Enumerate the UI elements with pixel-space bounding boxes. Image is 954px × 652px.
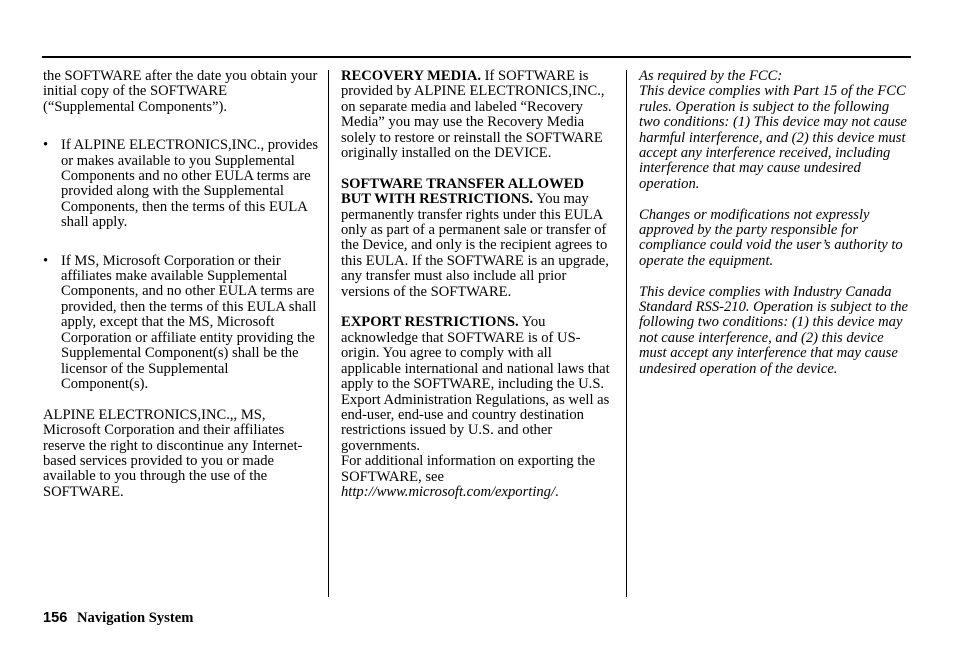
bullet-symbol: • xyxy=(43,137,49,154)
column-divider-right xyxy=(626,70,627,597)
export-body: You acknowledge that SOFTWARE is of US-origin. You agree to comply with all applicable international and national laws that apply to the SOFTWARE, including the U.S. Export Administration Regulations, as well as end-user, end-use and country destination restrictions issued by U.S. and other governments. xyxy=(341,314,610,454)
transfer-body: You may permanently transfer rights under this EULA only as part of a permanent sale or transfer of the Device, and only is the recipient agrees to this EULA. If the SOFTWARE is an upgrade, any transfer must also include all prior versions of the SOFTWARE. xyxy=(341,191,609,300)
column-divider-left xyxy=(328,70,329,597)
bullet-text: If ALPINE ELECTRONICS,INC., provides or makes available to you Supplemental Components and no other EULA terms are provided along with the Supplemental Components, then the terms of this EULA shall apply. xyxy=(61,137,318,231)
list-item xyxy=(43,254,319,393)
bullet-symbol: • xyxy=(43,252,49,269)
additional-info-end: . xyxy=(555,483,559,500)
recovery-media-paragraph xyxy=(341,69,615,161)
list-item xyxy=(43,138,319,230)
top-rule xyxy=(42,56,911,58)
recovery-heading: RECOVERY MEDIA. xyxy=(341,68,482,84)
changes-warning: Changes or modifications not expressly approved by the party responsible for compliance could void the user’s authority to operate the equipment. xyxy=(639,206,903,269)
page-number: 156 xyxy=(43,610,68,626)
column-middle xyxy=(341,69,615,500)
internet-services-paragraph: ALPINE ELECTRONICS,INC.,, MS, Microsoft Corporation and their affiliates reserve the right to discontinue any Internet-based services provided to you or made available to you through the use of the SOFTWARE. xyxy=(43,406,303,500)
additional-info-paragraph xyxy=(341,454,615,500)
supplemental-intro: the SOFTWARE after the date you obtain your initial copy of the SOFTWARE (“Supplemental Components”). xyxy=(43,68,318,115)
page-footer xyxy=(43,610,193,627)
export-link[interactable]: http://www.microsoft.com/exporting/ xyxy=(341,483,556,500)
column-right xyxy=(639,69,911,377)
footer-title: Navigation System xyxy=(77,610,194,626)
fcc-intro: As required by the FCC: xyxy=(639,68,783,84)
export-paragraph xyxy=(341,315,615,454)
fcc-body: This device complies with Part 15 of the FCC rules. Operation is subject to the following two conditions: (1) This device may not cause harmful interference, and (2) this device must accept any interference received, including interference that may cause undesired operation. xyxy=(639,83,907,192)
column-left xyxy=(43,69,319,500)
recovery-body: If SOFTWARE is provided by ALPINE ELECTRONICS,INC., on separate media and labeled “Recovery Media” you may use the Recovery Media solely to restore or reinstall the SOFTWARE originally installed on the DEVICE. xyxy=(341,68,605,162)
bullet-text: If MS, Microsoft Corporation or their affiliates make available Supplemental Components, and no other EULA terms are provided, then the terms of this EULA shall apply, except that the MS, Microsoft Corporation or affiliate entity providing the Supplemental Component(s) shall be the licensor of the Supplemental Component(s). xyxy=(61,252,317,392)
transfer-paragraph xyxy=(341,177,615,300)
industry-canada-notice: This device complies with Industry Canada Standard RSS-210. Operation is subject to the following two conditions: (1) this device may not cause interference, and (2) this device must accept any interference that may cause undesired operation of the device. xyxy=(639,283,909,377)
export-heading: EXPORT RESTRICTIONS. xyxy=(341,314,519,331)
additional-info-text: For additional information on exporting the SOFTWARE, see xyxy=(341,453,596,485)
transfer-heading: SOFTWARE TRANSFER ALLOWED BUT WITH RESTRICTIONS. xyxy=(341,175,585,208)
